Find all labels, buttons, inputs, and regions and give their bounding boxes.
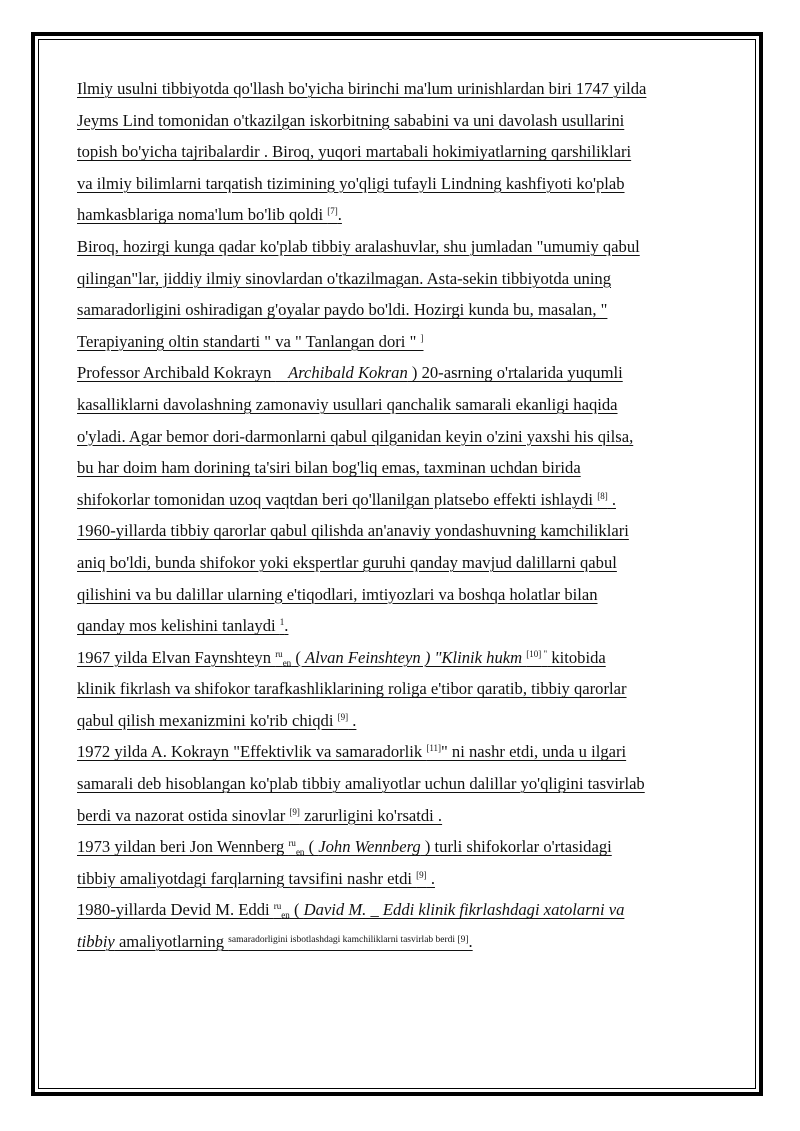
citation-ref[interactable]: ] [420,332,424,343]
text-line [77,357,737,389]
citation-ref[interactable]: [9] [337,711,349,722]
text-line: topish bo'yicha tajribalardir . Biroq, yuqori martabali hokimiyatlarning qarshiliklari [77,142,632,162]
paragraph-7 [77,831,737,894]
paragraph-6 [77,736,737,831]
text-run: tibbiy amaliyotdagi farqlarning tavsifini nashr etdi [77,868,417,888]
text-run: hamkasblariga noma'lum bo'lib qoldi [77,205,328,225]
text-run: . [348,710,357,730]
citation-ref[interactable]: [8] [597,490,608,501]
text-line [77,831,737,863]
document-body [77,73,737,958]
text-run: Professor Archibald Kokrayn [77,363,276,383]
text-run: 1972 yilda A. Kokrayn "Effektivlik va samaradorlik [77,742,427,762]
text-line: samaradorligini oshiradigan g'oyalar paydo bo'ldi. Hozirgi kunda bu, masalan, " [77,300,608,320]
text-run: " ni nashr etdi, unda u ilgari [441,742,627,762]
text-run: . [607,489,616,509]
text-run: qanday mos kelishini tanlaydi [77,616,280,636]
text-run: amaliyotlarning [114,932,229,952]
lang-link-ru[interactable]: ru [273,901,282,912]
citation-ref[interactable]: [10] [526,648,542,659]
text-run: ( [304,837,319,857]
text-run: qabul qilish mexanizmini ko'rib chiqdi [77,710,338,730]
lang-link-en[interactable]: en [295,847,305,858]
text-run: ) 20-asrning o'rtalarida yuqumli [407,363,623,383]
text-line: qilingan"lar, jiddiy ilmiy sinovlardan o'tkazilmagan. Asta-sekin tibbiyotda uning [77,268,612,288]
text-line [77,926,737,958]
citation-ref[interactable]: [7] [327,206,338,217]
paragraph-1 [77,73,737,231]
text-run: . [284,616,289,636]
citation-ref[interactable]: 1 [279,617,285,628]
italic-name[interactable]: Alvan Feinshteyn ) "Klinik hukm [305,647,527,667]
text-line [77,800,737,832]
text-run: ( [289,900,304,920]
paragraph-5 [77,642,737,737]
text-run: . [468,932,473,952]
text-run: . [426,868,435,888]
text-line [77,199,737,231]
italic-name[interactable]: David M. _ Eddi klinik fikrlashdagi xatolarni va [303,900,625,920]
text-line [77,736,737,768]
text-run: " [541,648,548,659]
lang-link-ru[interactable]: ru [275,648,283,659]
paragraph-2 [77,231,737,357]
text-run: 1973 yildan beri Jon Wennberg [77,837,289,857]
text-line [77,705,737,737]
text-line [77,863,737,895]
text-line [77,610,737,642]
text-line: bu har doim ham dorining ta'siri bilan bog'liq emas, taxminan uchdan birida [77,458,581,478]
text-line: kasalliklarni davolashning zamonaviy usullari qanchalik samarali ekanligi haqida [77,394,618,414]
citation-ref[interactable]: [11] [426,743,441,754]
text-run: shifokorlar tomonidan uzoq vaqtdan beri qo'llanilgan platsebo effekti ishlaydi [77,489,598,509]
text-line: o'yladi. Agar bemor dori-darmonlarni qabul qilganidan keyin o'zini yaxshi his qilsa, [77,426,634,446]
lang-link-en[interactable]: en [281,910,290,921]
text-line: klinik fikrlash va shifokor tarafkashliklarining roliga e'tibor qaratib, tibbiy qarorlar [77,679,627,699]
small-link-run[interactable]: samaradorligini isbotlashdagi kamchiliklarni tasvirlab berdi [9] [228,935,469,946]
text-run: . [337,205,342,225]
text-run: 1980-yillarda Devid M. Eddi [77,900,274,920]
lang-link-en[interactable]: en [282,657,292,668]
text-line [77,326,737,358]
italic-word[interactable]: tibbiy [77,932,115,952]
text-line [77,894,737,926]
text-run: kitobida [547,647,606,667]
text-line: Biroq, hozirgi kunga qadar ko'plab tibbiy aralashuvlar, shu jumladan "umumiy qabul [77,236,640,256]
text-line: 1960-yillarda tibbiy qarorlar qabul qilishda an'anaviy yondashuvning kamchiliklari [77,521,629,541]
text-line: samarali deb hisoblangan ko'plab tibbiy amaliyotlar uchun dalillar yo'qligini tasvirlab [77,774,645,794]
text-run: ) turli shifokorlar o'rtasidagi [420,837,612,857]
text-run: berdi va nazorat ostida sinovlar [77,805,290,825]
lang-link-ru[interactable]: ru [288,838,296,849]
text-line [77,484,737,516]
text-line: qilishini va bu dalillar ularning e'tiqodlari, imtiyozlari va boshqa holatlar bilan [77,584,598,604]
text-line [77,642,737,674]
text-line: Jeyms Lind tomonidan o'tkazilgan iskorbitning sababini va uni davolash usullarini [77,110,625,130]
italic-name[interactable]: John Wennberg [318,837,421,857]
text-run [276,363,288,382]
italic-name[interactable]: Archibald Kokran [288,363,408,383]
paragraph-3 [77,357,737,515]
text-line: va ilmiy bilimlarni tarqatish tizimining yo'qligi tufayli Lindning kashfiyoti ko'plab [77,173,625,193]
text-run: 1967 yilda Elvan Faynshteyn [77,647,276,667]
citation-ref[interactable]: [9] [416,869,427,880]
text-run: zarurligini ko'rsatdi . [299,805,443,825]
citation-ref[interactable]: [9] [289,806,300,817]
text-line: Ilmiy usulni tibbiyotda qo'llash bo'yicha birinchi ma'lum urinishlardan biri 1747 yilda [77,79,647,98]
text-run: ( [291,647,306,667]
text-run: Terapiyaning oltin standarti " va " Tanlangan dori " [77,331,421,351]
text-line: aniq bo'ldi, bunda shifokor yoki ekspertlar guruhi qanday mavjud dalillarni qabul [77,552,617,572]
paragraph-4 [77,515,737,641]
paragraph-8 [77,894,737,957]
